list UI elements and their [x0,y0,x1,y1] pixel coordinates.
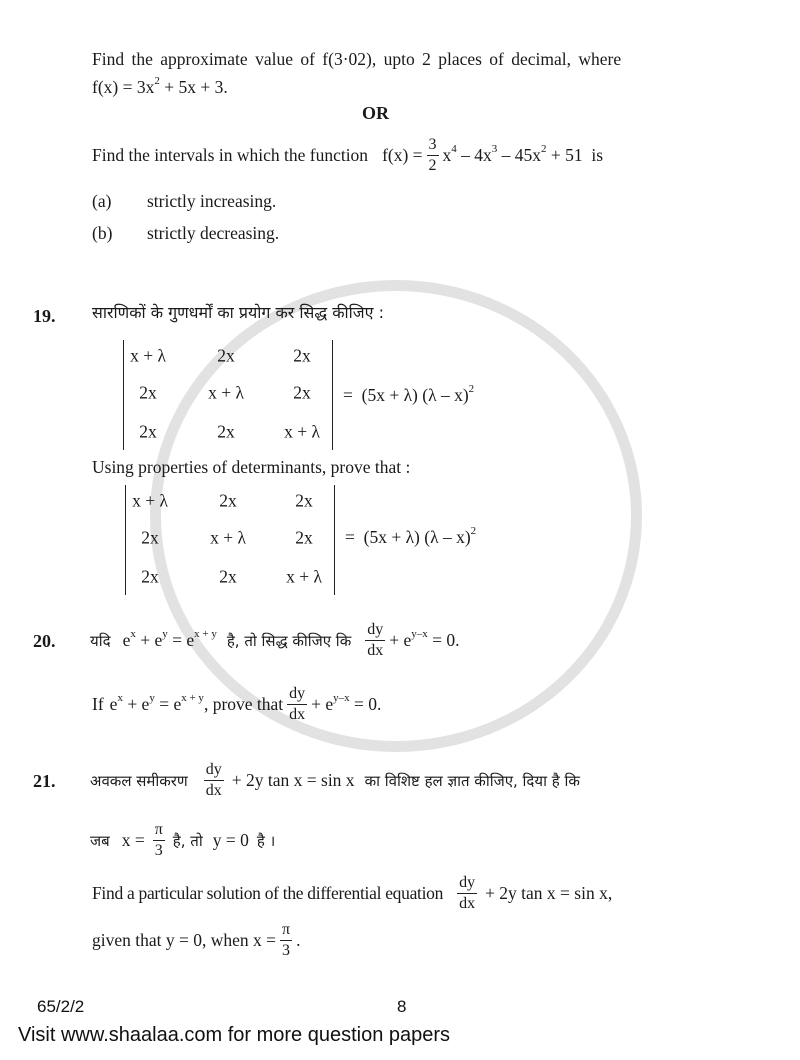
denominator: dx [205,782,222,799]
term: = 0. [349,694,382,715]
matrix-cell: 2x [219,566,237,587]
denominator: dx [367,642,384,659]
q18-line2 [92,74,228,97]
denominator: 2 [428,157,437,174]
hindi-text: का विशिष्ट हल ज्ञात कीजिए, दिया है कि [364,771,580,790]
exp: y [162,627,168,640]
fraction-pi-3 [280,922,292,960]
equation: + 2y tan x = sin x, [485,883,613,904]
term: Find a particular solution of the differential equation [92,883,444,904]
paper-code: 65/2/2 [37,997,85,1016]
q20-hindi-line [90,620,459,662]
matrix-cell: 2x [141,566,159,587]
exp: x [130,627,136,640]
rhs-exp: 2 [468,382,475,395]
term: . [296,930,301,951]
exp: y [149,691,155,704]
exp: 2 [541,142,547,155]
fraction-dy-dx [204,762,224,800]
option-b-text: strictly decreasing. [147,223,280,243]
q19-hindi: सारणिकों के गुणधर्मों का प्रयोग कर सिद्ध कीजिए : [92,303,384,322]
fraction-dy-dx [287,686,307,724]
matrix-cell: x + λ [210,527,246,548]
term: If [92,694,104,715]
term: x [442,145,452,166]
exp: x [117,691,123,704]
matrix-cell: 2x [139,421,157,442]
equation: + 2y tan x = sin x [231,770,355,791]
term: given that y = 0, when x = [92,930,277,951]
q21-hindi-line1 [90,760,580,802]
term: e [109,694,118,715]
question-number-21: 21. [33,771,56,791]
term: = e [154,694,182,715]
numerator: dy [457,875,477,894]
term: = 0. [427,630,460,651]
numerator: π [280,922,292,941]
exp: 4 [451,142,457,155]
matrix-cell: x + λ [130,345,166,366]
hindi-text: यदि [90,631,111,650]
q18-fx: f(x) = 3x [92,77,155,97]
q18-alt-line [92,136,603,176]
q21-english-line1 [92,873,612,915]
option-a-text: strictly increasing. [147,191,277,211]
matrix-cell: 2x [293,382,311,403]
hindi-text: जब [90,831,110,850]
hindi-text: है, तो सिद्ध कीजिए कि [226,631,352,650]
q20-english-line [92,684,381,726]
hindi-text: है, तो [172,831,203,850]
matrix-cell: 2x [217,421,235,442]
q18-rest: + 5x + 3. [159,77,228,97]
denominator: 3 [154,842,163,859]
matrix-cell: x + λ [284,421,320,442]
exp-x-plus-y: x + y [181,691,204,704]
term: y = 0 [212,830,249,851]
q21-english-line2 [92,920,300,962]
term: = e [167,630,195,651]
matrix-cell: 2x [219,490,237,511]
exp-y-minus-x: y–x [333,691,350,704]
option-b-label: (b) [92,223,113,243]
question-number-20: 20. [33,631,56,651]
rhs-exp: 2 [470,524,477,537]
matrix-cell: 2x [217,345,235,366]
rhs-text: = (5x + λ) (λ – x) [343,385,469,405]
term: – 4x [456,145,492,166]
exp: 3 [491,142,498,155]
numerator: dy [365,622,385,641]
determinant-rhs [343,382,475,405]
hindi-text: है । [256,831,276,850]
numerator: dy [204,762,224,781]
question-number-19: 19. [33,306,56,326]
matrix-cell: 2x [141,527,159,548]
term: e [122,630,131,651]
term: + e [311,694,334,715]
fraction-dy-dx [365,622,385,660]
q18-exp: 2 [154,74,160,87]
q18-alt-fx: f(x) = [382,145,423,166]
numerator: π [153,822,165,841]
matrix-cell: x + λ [132,490,168,511]
or-heading: OR [362,103,389,123]
page-number: 8 [397,997,407,1016]
fraction-3-2 [427,137,439,175]
q18-alt-intro: Find the intervals in which the function [92,145,369,166]
option-a-label: (a) [92,191,112,211]
term: , prove that [203,694,284,715]
matrix-cell: 2x [295,490,313,511]
denominator: dx [459,895,476,912]
term: + e [122,694,150,715]
matrix-cell: 2x [139,382,157,403]
term: – 45x [497,145,542,166]
fraction-dy-dx [457,875,477,913]
q18-line1: Find the approximate value of f(3·02), upto 2 places of decimal, where [92,49,622,69]
matrix-cell: x + λ [286,566,322,587]
fraction-pi-3 [153,822,165,860]
determinant-english [125,485,335,595]
denominator: dx [289,706,306,723]
q21-hindi-line2 [90,820,275,862]
rhs-text: = (5x + λ) (λ – x) [345,527,471,547]
exp-x-plus-y: x + y [194,627,217,640]
q19-english: Using properties of determinants, prove that : [92,457,411,477]
determinant-rhs [345,524,477,547]
numerator: 3 [427,137,439,156]
matrix-cell: x + λ [208,382,244,403]
term: + e [389,630,412,651]
hindi-text: अवकल समीकरण [90,771,188,790]
numerator: dy [287,686,307,705]
determinant-hindi [123,340,333,450]
visit-link[interactable]: Visit www.shaalaa.com for more question papers [18,1024,451,1046]
term: + 51 is [546,145,604,166]
exp-y-minus-x: y–x [411,627,428,640]
matrix-cell: 2x [295,527,313,548]
denominator: 3 [282,942,291,959]
term: + e [135,630,163,651]
term: x = [121,830,145,851]
matrix-cell: 2x [293,345,311,366]
